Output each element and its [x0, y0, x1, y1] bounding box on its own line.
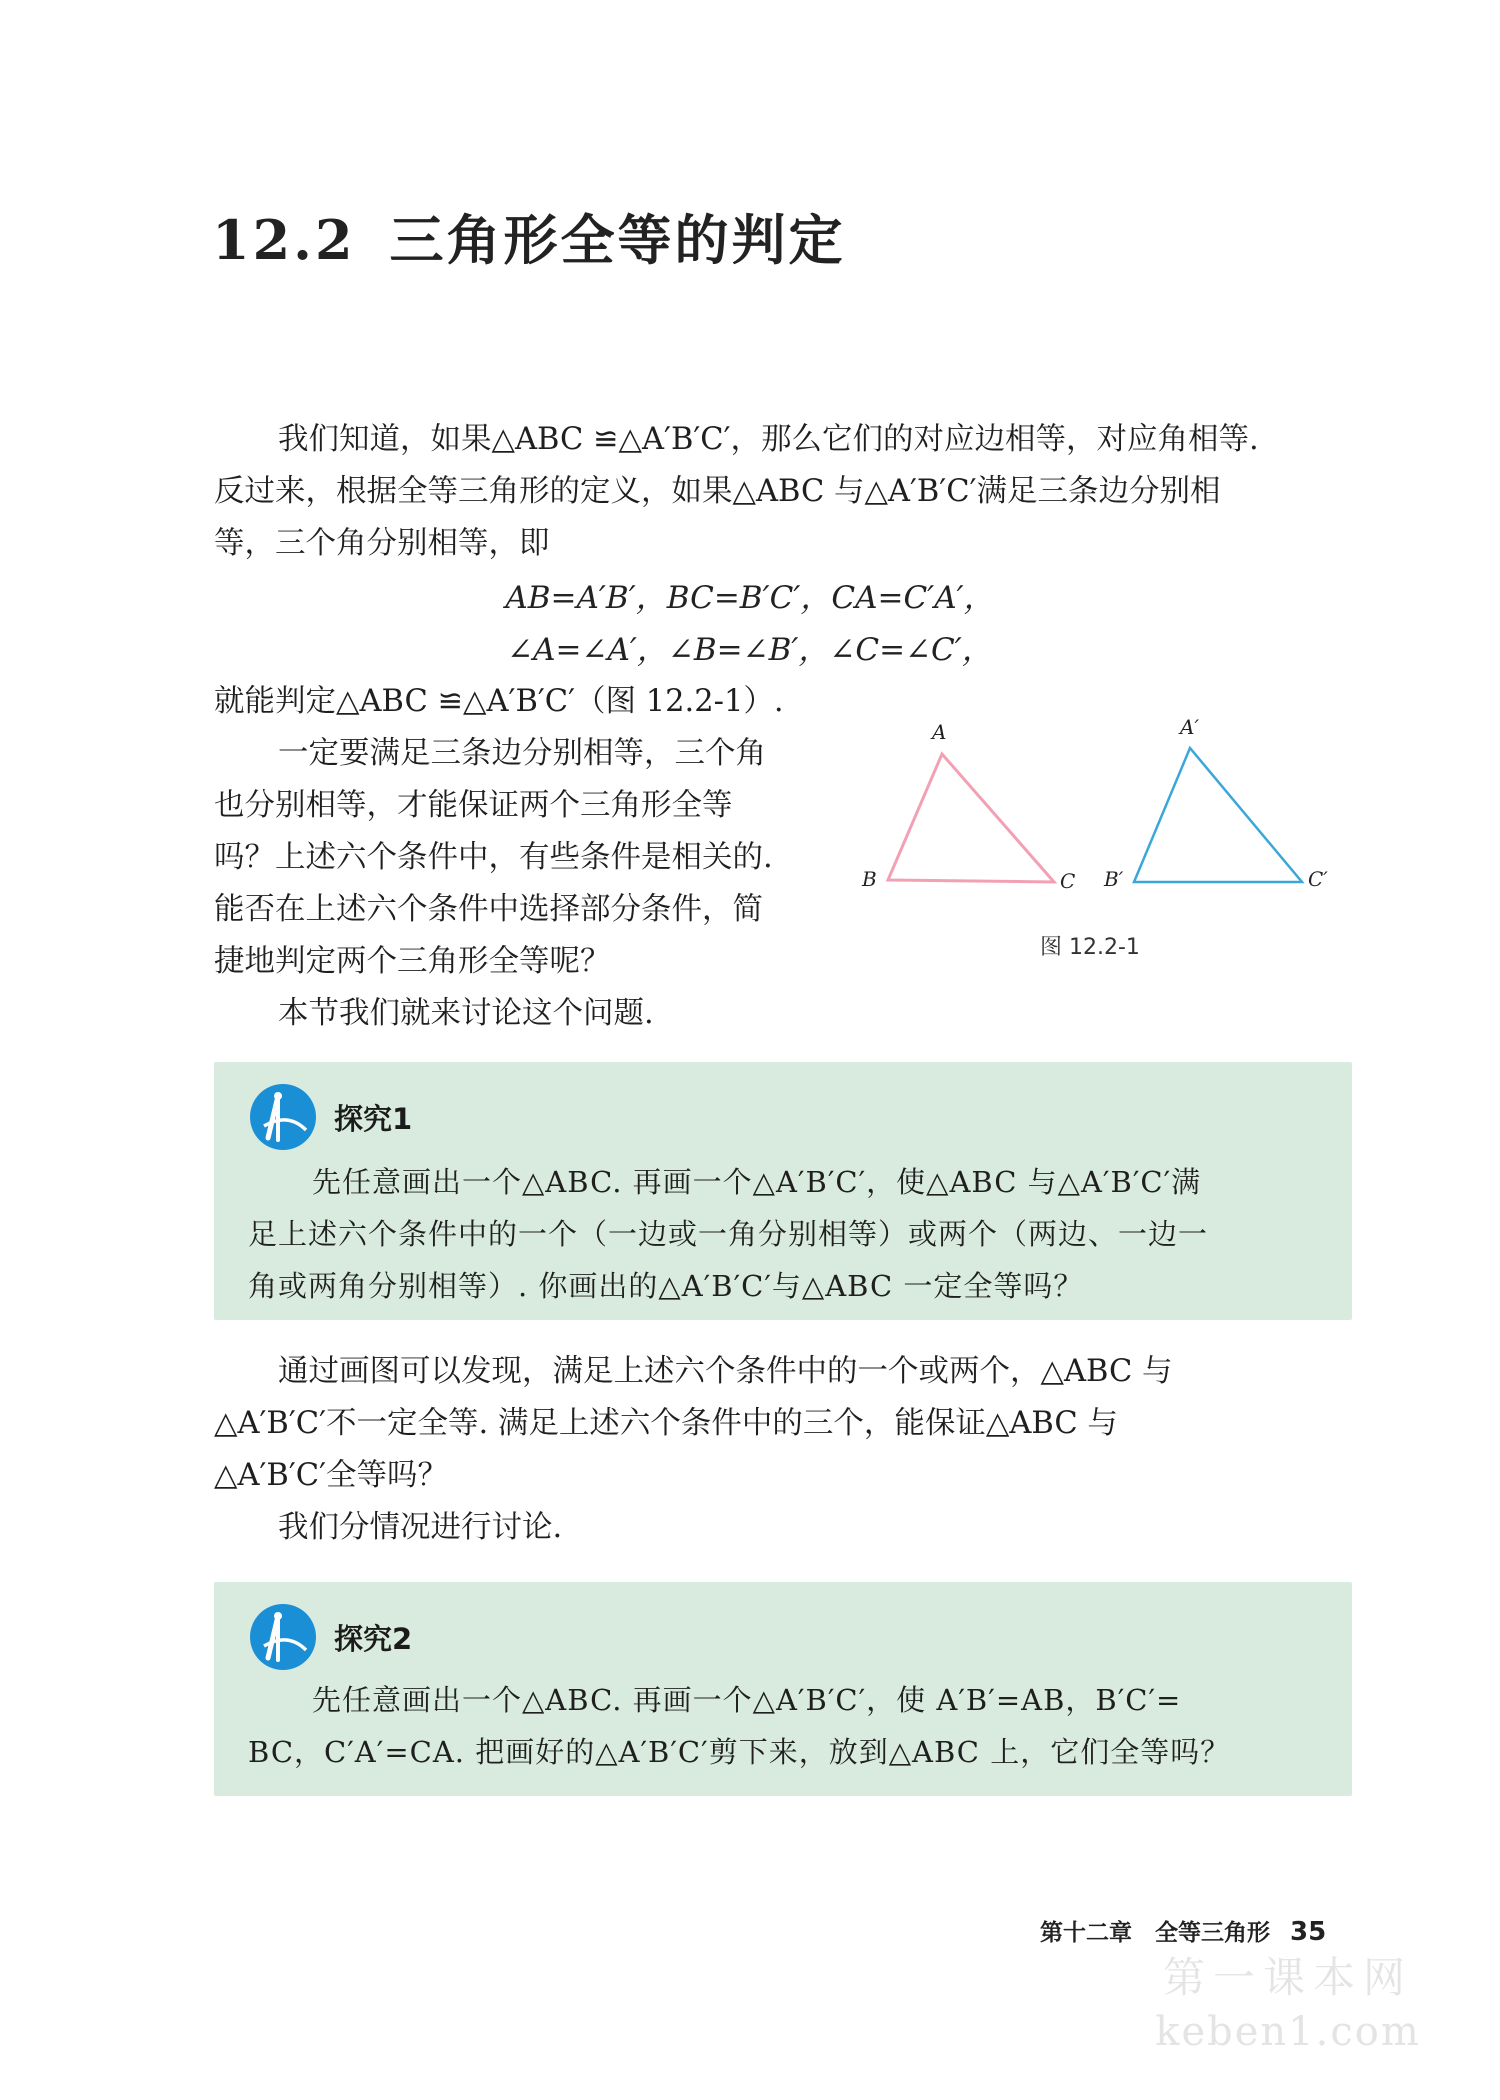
question-line-1: 一定要满足三条边分别相等，三个角: [278, 736, 766, 771]
figure-caption: 图 12.2-1: [1040, 935, 1140, 960]
explore-2-line-2: BC，C′A′=CA. 把画好的△A′B′C′剪下来，放到△ABC 上，它们全等吗？: [248, 1735, 1231, 1769]
label-b-prime: B′: [1104, 867, 1124, 891]
label-a-prime: A′: [1180, 715, 1199, 739]
triangle-abc: [888, 754, 1054, 882]
compass-icon: [248, 1082, 318, 1152]
question-line-5: 捷地判定两个三角形全等呢？: [214, 944, 611, 979]
intro-line-4: 就能判定△ABC ≌△A′B′C′（图 12.2-1）.: [214, 684, 784, 719]
triangle-a2b2c2: [1134, 748, 1302, 882]
intro-line-3: 等，三个角分别相等，即: [214, 526, 550, 561]
question-line-3: 吗？上述六个条件中，有些条件是相关的.: [214, 840, 773, 875]
explore-1-header: [248, 1082, 412, 1152]
page-footer: [1040, 1914, 1326, 1947]
discussion-line-4: 我们分情况进行讨论.: [278, 1510, 563, 1545]
explore-box-2: [214, 1582, 1352, 1796]
compass-icon: [248, 1602, 318, 1672]
explore-1-line-1: 先任意画出一个△ABC. 再画一个△A′B′C′，使△ABC 与△A′B′C′满: [312, 1165, 1202, 1199]
explore-box-1: [214, 1062, 1352, 1320]
question-line-2: 也分别相等，才能保证两个三角形全等: [214, 788, 733, 823]
question-line-6: 本节我们就来讨论这个问题.: [278, 996, 654, 1031]
section-title-text: 三角形全等的判定: [389, 208, 846, 272]
question-line-4: 能否在上述六个条件中选择部分条件，简: [214, 892, 763, 927]
discussion-line-1: 通过画图可以发现，满足上述六个条件中的一个或两个，△ABC 与: [278, 1354, 1173, 1389]
discussion-line-3: △A′B′C′全等吗？: [214, 1458, 449, 1493]
section-title: [212, 198, 846, 275]
triangles-diagram: [852, 714, 1362, 934]
label-c-prime: C′: [1308, 867, 1328, 891]
label-a: A: [932, 720, 947, 744]
label-b: B: [862, 867, 877, 891]
explore-1-label: 探究1: [334, 1101, 413, 1136]
explore-2-body: [248, 1674, 1320, 1778]
explore-1-body: [248, 1156, 1320, 1312]
explore-2-header: [248, 1602, 412, 1672]
explore-1-line-2: 足上述六个条件中的一个（一边或一角分别相等）或两个（两边、一边一: [248, 1217, 1209, 1251]
watermark-line-1: 第一课本网: [1162, 1953, 1413, 2002]
explore-2-label: 探究2: [334, 1621, 413, 1656]
intro-line-1: 我们知道，如果△ABC ≌△A′B′C′，那么它们的对应边相等，对应角相等.: [278, 422, 1259, 457]
page-number: 35: [1290, 1917, 1327, 1947]
discussion-line-2: △A′B′C′不一定全等. 满足上述六个条件中的三个，能保证△ABC 与: [214, 1406, 1118, 1441]
formula-angles: ∠A=∠A′，∠B=∠B′，∠C=∠C′，: [507, 632, 993, 668]
explore-2-line-1: 先任意画出一个△ABC. 再画一个△A′B′C′，使 A′B′=AB，B′C′=: [312, 1683, 1182, 1717]
watermark-line-2: keben1.com: [1155, 2009, 1421, 2055]
intro-line-2: 反过来，根据全等三角形的定义，如果△ABC 与△A′B′C′满足三条边分别相: [214, 474, 1221, 509]
explore-1-line-3: 角或两角分别相等）. 你画出的△A′B′C′与△ABC 一定全等吗？: [248, 1269, 1084, 1303]
watermark: [1148, 1950, 1428, 2058]
section-number: 12.2: [212, 208, 356, 272]
chapter-name: 第十二章 全等三角形: [1040, 1920, 1270, 1946]
formula-sides: AB=A′B′，BC=B′C′，CA=C′A′，: [505, 580, 995, 616]
label-c: C: [1060, 869, 1076, 893]
